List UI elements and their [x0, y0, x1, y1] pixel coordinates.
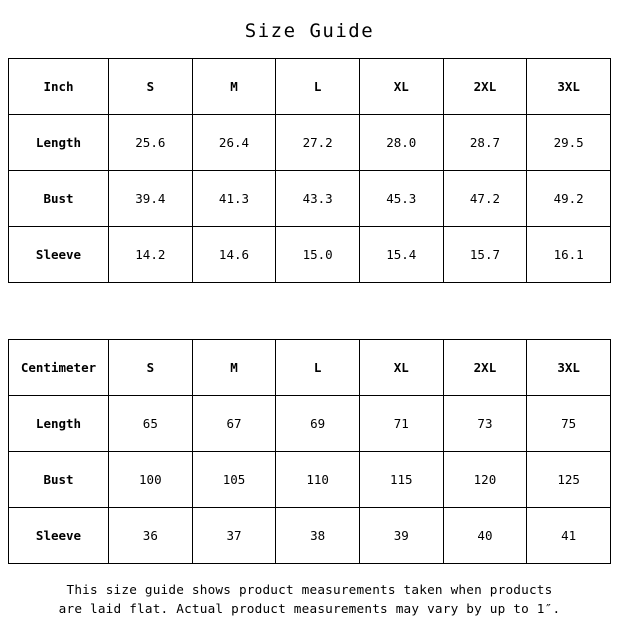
cell-value: 25.6: [109, 115, 193, 171]
cell-value: 39: [359, 507, 443, 563]
cell-value: 43.3: [276, 171, 360, 227]
footnote-line-1: This size guide shows product measurements taken when products: [66, 581, 553, 597]
table-header-row: [9, 59, 611, 115]
footnote-line-2: are laid flat. Actual product measurements may vary by up to 1″.: [58, 600, 561, 616]
row-label-bust: Bust: [9, 451, 109, 507]
size-header-2xl: 2XL: [443, 59, 527, 115]
page-title: Size Guide: [244, 20, 375, 42]
cell-value: 49.2: [527, 171, 611, 227]
cell-value: 110: [276, 451, 360, 507]
table-divider: [0, 283, 619, 339]
cell-value: 120: [443, 451, 527, 507]
cell-value: 38: [276, 507, 360, 563]
footnote: [0, 564, 619, 618]
unit-header-centimeter: Centimeter: [9, 339, 109, 395]
cell-value: 28.0: [359, 115, 443, 171]
size-header-3xl: 3XL: [527, 59, 611, 115]
cell-value: 14.2: [109, 227, 193, 283]
cell-value: 14.6: [192, 227, 276, 283]
cell-value: 71: [359, 395, 443, 451]
size-header-s: S: [109, 59, 193, 115]
cell-value: 41.3: [192, 171, 276, 227]
table-row: [9, 507, 611, 563]
cell-value: 28.7: [443, 115, 527, 171]
table-header-row: [9, 339, 611, 395]
table-row: [9, 115, 611, 171]
size-header-m: M: [192, 59, 276, 115]
cell-value: 41: [527, 507, 611, 563]
table-row: [9, 171, 611, 227]
cell-value: 75: [527, 395, 611, 451]
unit-header-inch: Inch: [9, 59, 109, 115]
cell-value: 15.7: [443, 227, 527, 283]
cell-value: 37: [192, 507, 276, 563]
size-table-centimeter: [8, 339, 611, 564]
cell-value: 26.4: [192, 115, 276, 171]
cell-value: 40: [443, 507, 527, 563]
cell-value: 16.1: [527, 227, 611, 283]
cell-value: 45.3: [359, 171, 443, 227]
table-row: [9, 227, 611, 283]
table-row: [9, 395, 611, 451]
cell-value: 73: [443, 395, 527, 451]
size-header-s: S: [109, 339, 193, 395]
cell-value: 15.0: [276, 227, 360, 283]
row-label-sleeve: Sleeve: [9, 227, 109, 283]
size-table-inch: [8, 58, 611, 283]
size-header-3xl: 3XL: [527, 339, 611, 395]
cell-value: 47.2: [443, 171, 527, 227]
row-label-length: Length: [9, 395, 109, 451]
cell-value: 15.4: [359, 227, 443, 283]
row-label-length: Length: [9, 115, 109, 171]
size-header-2xl: 2XL: [443, 339, 527, 395]
cell-value: 100: [109, 451, 193, 507]
size-header-xl: XL: [359, 59, 443, 115]
size-header-l: L: [276, 59, 360, 115]
row-label-bust: Bust: [9, 171, 109, 227]
cell-value: 67: [192, 395, 276, 451]
cell-value: 65: [109, 395, 193, 451]
size-header-xl: XL: [359, 339, 443, 395]
cell-value: 29.5: [527, 115, 611, 171]
cell-value: 69: [276, 395, 360, 451]
cell-value: 125: [527, 451, 611, 507]
cell-value: 36: [109, 507, 193, 563]
cell-value: 115: [359, 451, 443, 507]
cell-value: 39.4: [109, 171, 193, 227]
size-header-l: L: [276, 339, 360, 395]
cell-value: 105: [192, 451, 276, 507]
table-row: [9, 451, 611, 507]
size-header-m: M: [192, 339, 276, 395]
row-label-sleeve: Sleeve: [9, 507, 109, 563]
cell-value: 27.2: [276, 115, 360, 171]
